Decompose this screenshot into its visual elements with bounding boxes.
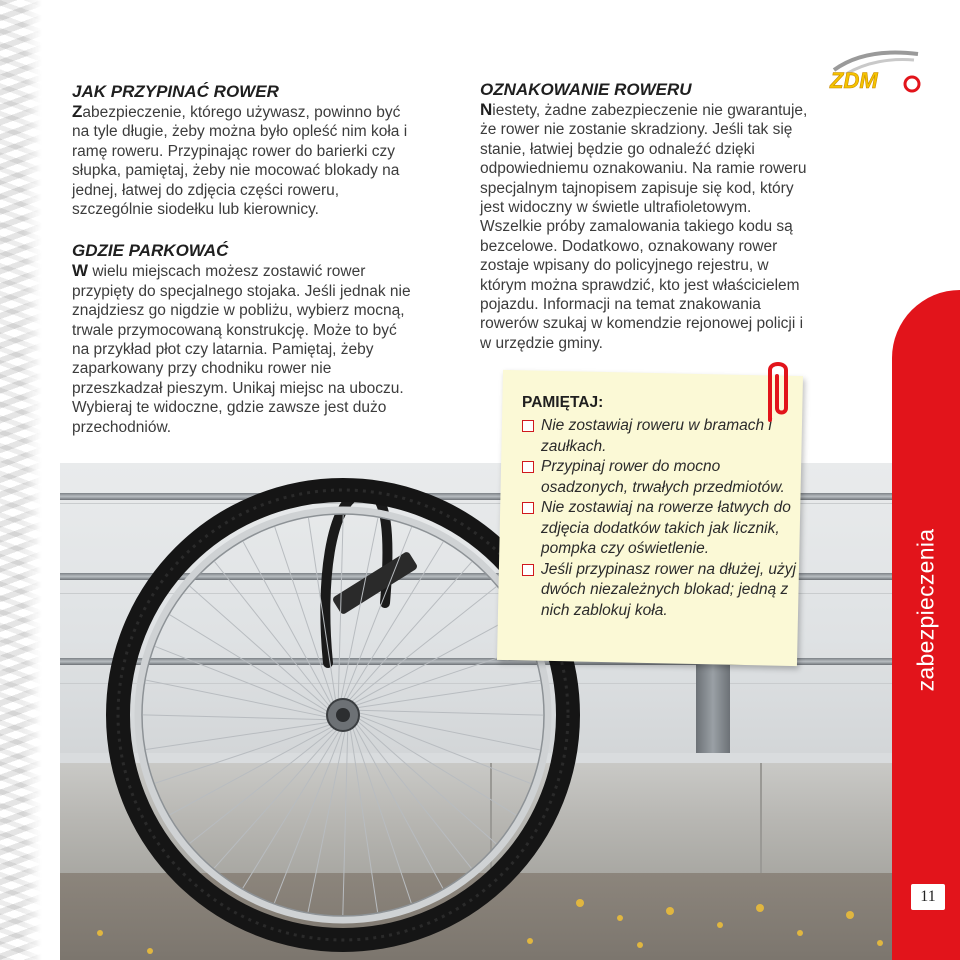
side-tab-label: zabezpieczenia <box>912 528 939 692</box>
spoke <box>215 562 331 708</box>
checkbox-icon <box>522 461 534 473</box>
note-item <box>522 498 797 560</box>
logo-text: ZDM <box>830 68 878 93</box>
spoke <box>355 722 471 868</box>
hub-center <box>336 708 350 722</box>
left-column <box>72 82 417 437</box>
spoke <box>243 729 341 888</box>
spoke <box>355 680 540 708</box>
drop-letter: N <box>480 100 493 119</box>
spoke <box>356 720 496 844</box>
note-item <box>522 457 797 498</box>
note-item-text: Nie zostawiaj roweru w bramach i zaułkach. <box>541 417 772 455</box>
spoke <box>155 646 329 715</box>
tire-tread-border <box>0 0 42 960</box>
spoke <box>343 527 412 701</box>
note-title: PAMIĘTAJ: <box>522 394 604 411</box>
logo-dot <box>905 77 919 91</box>
heading-jak-przypinac: JAK PRZYPINAĆ ROWER <box>72 82 279 101</box>
spoke <box>357 715 531 784</box>
note-item <box>522 416 797 457</box>
paragraph-text: wielu miejscach możesz zostawić rower przypięty do specjalnego stojaka. Jeśli jednak nie znajdziesz go nigdzie w pobliżu, wybierz mocną, trwale przymocowaną konstrukcję. Może to być na przykład płot czy latarnia. Pamiętaj, żeby zaparkowany przy chodniku rower nie przeszkadzał pieszym. Unikaj miejsc na uboczu. Wybieraj te widoczne, gdzie zawsze jest dużo przechodniów. <box>72 263 411 436</box>
paragraph-oznakowanie <box>480 100 815 353</box>
paragraph-gdzie-parkowac <box>72 261 417 437</box>
paragraph-jak-przypinac <box>72 102 417 219</box>
spoke <box>214 728 338 868</box>
checkbox-icon <box>522 502 534 514</box>
checkbox-icon <box>522 420 534 432</box>
spoke <box>343 728 348 915</box>
spoke <box>350 587 496 703</box>
sticky-note-content <box>522 394 797 621</box>
spoke <box>146 722 331 750</box>
heading-gdzie-parkowac: GDZIE PARKOWAĆ <box>72 241 229 261</box>
spoke <box>170 615 329 713</box>
note-item-text: Nie zostawiaj na rowerze łatwych do zdjęcia dodatków takich jak licznik, pompka czy oświetlenie. <box>541 499 791 557</box>
spoke <box>143 715 330 720</box>
paragraph-text: abezpieczenie, którego używasz, powinno być na tyle długie, żeby można było opleść nim koła i ramę roweru. Przypinając rower do barierki czy słupka, pamiętaj, żeby nie mocować blokady na jednej, łatwej do zdjęcia części roweru, szczególnie siodełku lub kierownicy. <box>72 104 408 219</box>
spoke <box>190 727 336 843</box>
spoke <box>356 710 543 715</box>
spoke <box>274 729 343 903</box>
heading-oznakowanie: OZNAKOWANIE ROWERU <box>480 80 692 99</box>
checkbox-icon <box>522 564 534 576</box>
spoke <box>190 586 330 710</box>
note-item <box>522 560 797 622</box>
note-list <box>522 416 797 621</box>
u-lock-body <box>332 551 419 616</box>
zdm-logo <box>826 44 926 94</box>
drop-letter: Z <box>72 102 83 121</box>
drop-letter: W <box>72 261 89 281</box>
spoke <box>350 727 378 912</box>
page-number: 11 <box>911 884 945 910</box>
right-column <box>480 80 815 353</box>
note-item-text: Przypinaj rower do mocno osadzonych, trwałych przedmiotów. <box>541 458 785 496</box>
paperclip-icon <box>758 356 798 426</box>
note-item-text: Jeśli przypinasz rower na dłużej, użyj dwóch niezależnych blokad; jedną z nich zablokuj koła. <box>541 560 796 619</box>
paragraph-text: iestety, żadne zabezpieczenie nie gwarantuje, że rower nie zostanie skradziony. Jeśli tak się stanie, łatwiej będzie go odnaleźć dzięki odpowiedniemu oznakowaniu. Na ramie roweru specjalnym tajnopisem zapisuje się kod, który jest widoczny w świetle ultrafioletowym. Wszelkie próby zamalowania takiego kodu są bezcelowe. Dodatkowo, oznakowany rower zostaje wpisany do policyjnego rejestru, w którym można sprawdzić, kto jest właścicielem pojazdu. Informacji na temat znakowania rowerów szukaj w komendzie rejonowej policji i w urzędzie gminy. <box>480 102 808 352</box>
spoke <box>357 717 516 815</box>
